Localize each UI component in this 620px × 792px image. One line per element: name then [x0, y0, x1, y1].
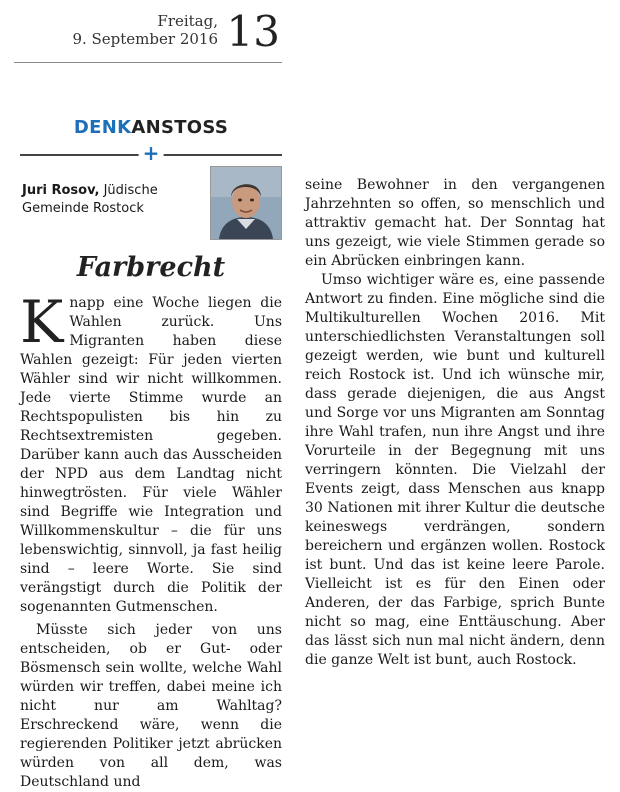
- column-left: [20, 116, 282, 792]
- date: 9. September 2016: [72, 30, 218, 48]
- kicker-part2: ANSTOSS: [131, 117, 229, 138]
- author-byline: [22, 182, 202, 218]
- weekday: Freitag,: [157, 12, 218, 30]
- article-paragraph-1: [20, 288, 282, 617]
- paragraph-1-text: napp eine Woche liegen die Wahlen zurück. Uns Migranten haben diese Wahlen gezeigt: Für jeden vierten Wähler sind wir nicht willkommen. Jede vierte Stimme wurde an Rechtspopulisten bis hin zu Rechtsextremisten gegeben. Darüber kann auch das Ausscheiden der NPD aus dem Landtag nicht hinwegtrösten. Für viele Wähler sind Begriffe wie Integration und Willkommenskultur – die für uns lebenswichtig, sinnvoll, ja fast heilig sind – leere Worte. Sie sind verängstigt durch die Politik der sogenannten Gutmenschen.: [20, 295, 282, 615]
- article-paragraph-3: Umso wichtiger wäre es, eine passende Antwort zu finden. Eine mögliche sind die Multikulturellen Wochen 2016. Mit unterschiedlichsten Veranstaltungen soll gezeigt werden, wie bunt und kulturell reich Rostock ist. Und ich wünsche mir, dass gerade diejenigen, die aus Angst und Sorge vor uns Migranten am Sonntag ihre Wahl trafen, nun ihre Angst und ihre Vorurteile in der Begegnung mit uns verringern könnten. Die Vielzahl der Events zeigt, dass Menschen aus knapp 30 Nationen mit ihrer Kultur die deutsche keineswegs verdrängen, sondern bereichern und ergänzen wollen. Rostock ist bunt. Und das ist keine leere Parole. Vielleicht ist es für den Einen oder Anderen, der das Farbige, sprich Bunte nicht so mag, eine Enttäuschung. Aber das lässt sich nun mal nicht ändern, denn die ganze Welt ist bunt, auch Rostock.: [305, 272, 605, 668]
- author-box: [20, 164, 282, 238]
- masthead-rule: [14, 62, 282, 63]
- page-number: 13: [226, 7, 280, 56]
- kicker-divider: [20, 141, 282, 165]
- article-paragraph-2-continued: seine Bewohner in den vergangenen Jahrzehnten so offen, so menschlich und attraktiv gemacht hat. Der Sonntag hat uns gezeigt, wie viele Stimmen gerade so ein Abrücken einbringen kann.: [305, 177, 605, 269]
- author-role: Jüdische Gemeinde Rostock: [22, 183, 158, 216]
- article-headline: Farbrecht: [76, 252, 226, 283]
- column-right: [305, 176, 605, 670]
- issue-date: [72, 12, 218, 48]
- article-paragraph-2: Müsste sich jeder von uns entscheiden, ob er Gut- oder Bösmensch sein wollte, welche Wahl würden wir treffen, dabei meine ich nicht nur am Wahltag? Erschreckend wäre, wenn die regierenden Politiker jetzt abrücken würden von all dem, was Deutschland und: [20, 622, 282, 790]
- plus-icon: +: [139, 143, 164, 163]
- kicker-part1: DENK: [73, 117, 132, 138]
- drop-cap: K: [20, 288, 64, 356]
- masthead: [14, 7, 282, 62]
- portrait-photo-icon: [210, 166, 282, 240]
- section-kicker: [20, 116, 282, 140]
- author-name: Juri Rosov,: [22, 183, 100, 198]
